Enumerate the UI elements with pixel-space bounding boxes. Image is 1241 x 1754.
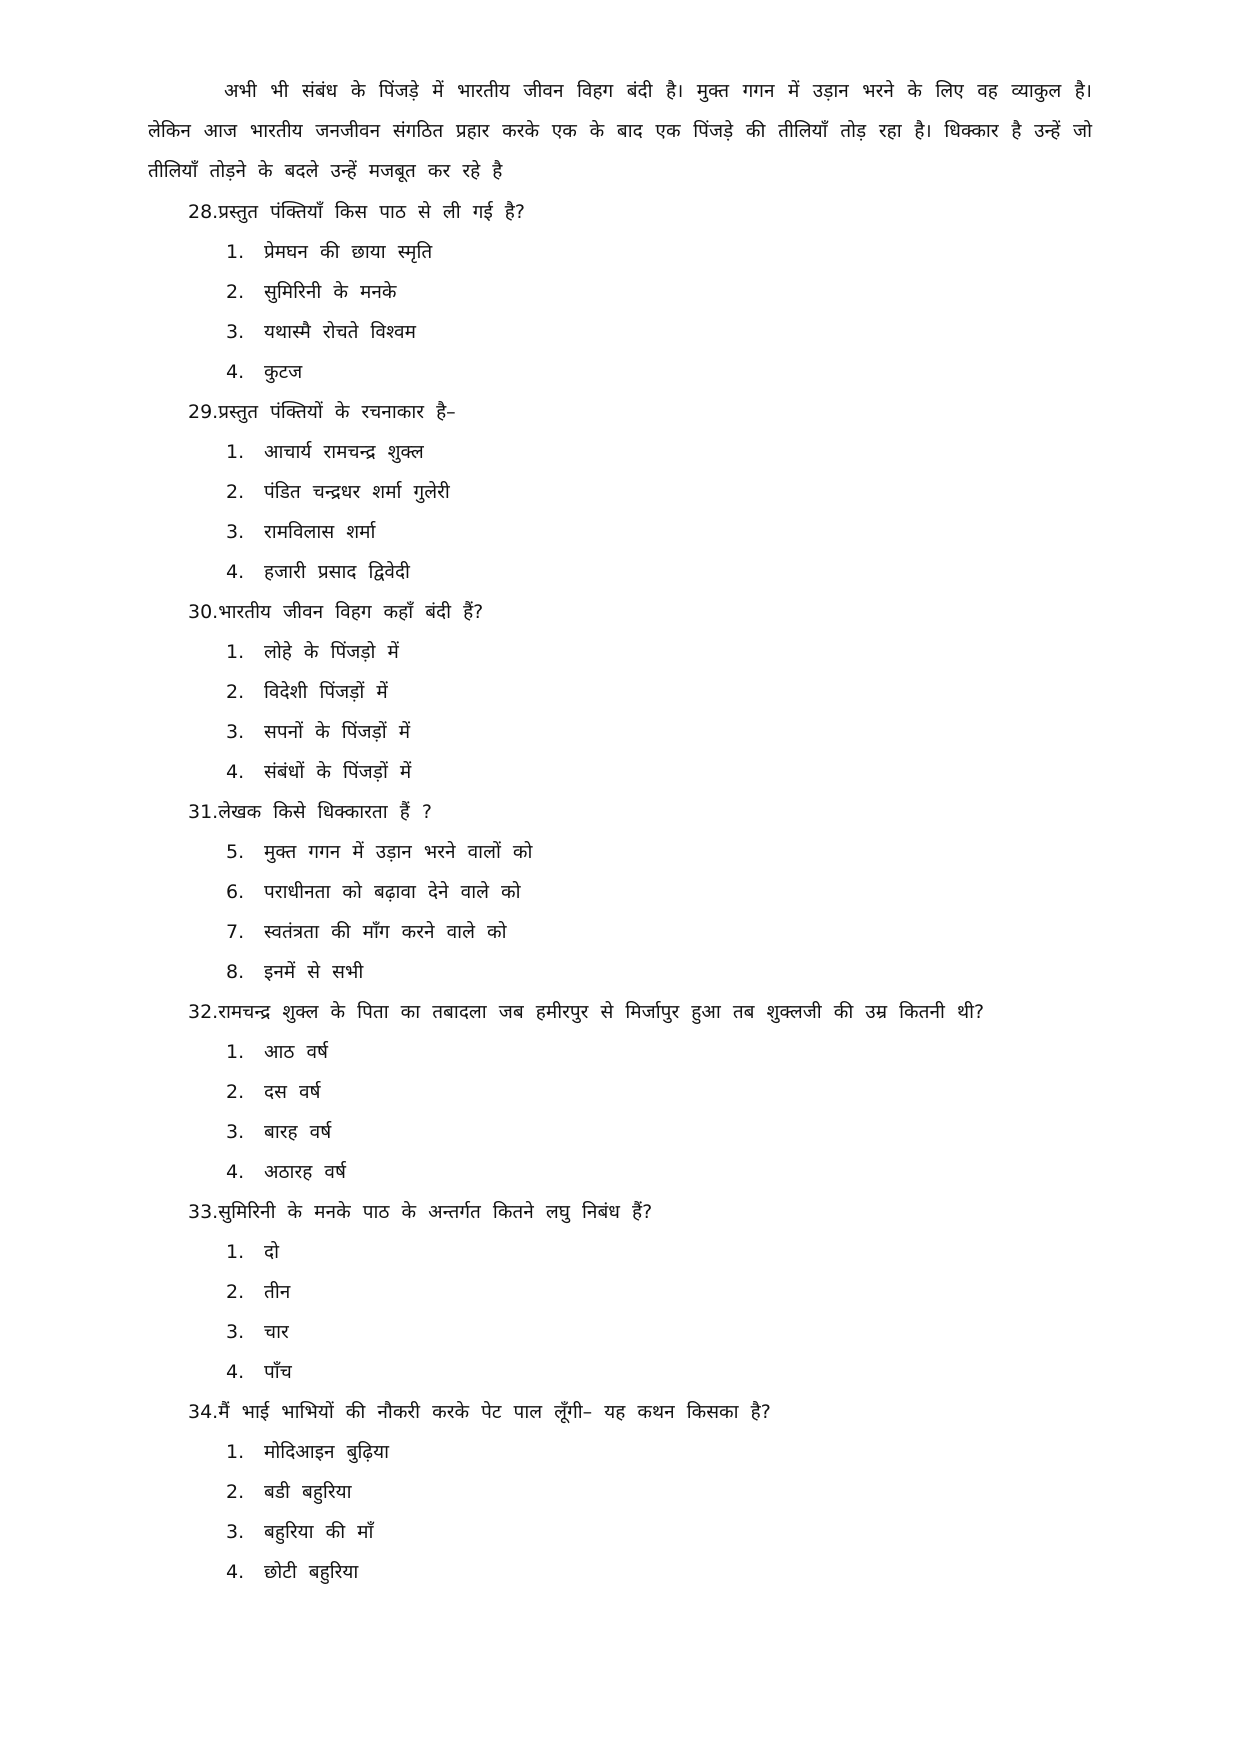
- option-text: स्वतंत्रता की माँग करने वाले को: [264, 921, 507, 943]
- question-text: सुमिरिनी के मनके पाठ के अन्तर्गत कितने लघु निबंध हैं?: [218, 1201, 653, 1223]
- option-item: [188, 832, 1118, 872]
- option-number: 1.: [226, 641, 245, 663]
- option-text: यथास्मै रोचते विश्वम: [264, 321, 416, 343]
- question-number: 33.: [188, 1201, 219, 1223]
- option-text: रामविलास शर्मा: [264, 521, 376, 543]
- option-text: पंडित चन्द्रधर शर्मा गुलेरी: [264, 481, 450, 503]
- question-title: [188, 992, 1118, 1032]
- option-item: [188, 1512, 1118, 1552]
- option-number: 1.: [226, 1441, 245, 1463]
- option-item: [188, 1552, 1118, 1592]
- option-number: 4.: [226, 561, 245, 583]
- option-number: 3.: [226, 321, 245, 343]
- option-item: [188, 1472, 1118, 1512]
- question-list: [188, 192, 1118, 1592]
- option-number: 7.: [226, 921, 245, 943]
- option-text: सुमिरिनी के मनके: [264, 281, 397, 303]
- option-number: 2.: [226, 681, 245, 703]
- option-item: [188, 872, 1118, 912]
- option-number: 4.: [226, 1161, 245, 1183]
- option-text: सपनों के पिंजड़ों में: [264, 721, 411, 743]
- option-number: 5.: [226, 841, 245, 863]
- question-title: [188, 592, 1118, 632]
- question-title: [188, 192, 1118, 232]
- question-28: [188, 192, 1118, 392]
- question-number: 32.: [188, 1001, 219, 1023]
- question-number: 29.: [188, 401, 219, 423]
- option-text: हजारी प्रसाद द्विवेदी: [264, 561, 410, 583]
- question-31: [188, 792, 1118, 992]
- option-text: संबंधों के पिंजड़ों में: [264, 761, 412, 783]
- option-number: 2.: [226, 1481, 245, 1503]
- option-number: 3.: [226, 521, 245, 543]
- question-29: [188, 392, 1118, 592]
- passage-text: अभी भी संबंध के पिंजड़े में भारतीय जीवन विहग बंदी है। मुक्त गगन में उड़ान भरने के लिए वह व्याकुल है। लेकिन आज भारतीय जनजीवन संगठित प्रहार करके एक के बाद एक पिंजड़े की तीलियाँ तोड़ रहा है। धिक्कार है उन्हें जो तीलियाँ तोड़ने के बदले उन्हें मजबूत कर रहे है: [148, 80, 1092, 182]
- option-number: 1.: [226, 1041, 245, 1063]
- question-number: 28.: [188, 201, 219, 223]
- option-text: बडी बहुरिया: [264, 1481, 352, 1503]
- option-number: 3.: [226, 1521, 245, 1543]
- option-number: 2.: [226, 481, 245, 503]
- option-number: 4.: [226, 1361, 245, 1383]
- option-item: [188, 512, 1118, 552]
- question-33: [188, 1192, 1118, 1392]
- option-text: लोहे के पिंजड़ो में: [264, 641, 399, 663]
- option-number: 1.: [226, 241, 245, 263]
- question-text: प्रस्तुत पंक्तियाँ किस पाठ से ली गई है?: [218, 201, 525, 223]
- option-text: अठारह वर्ष: [264, 1161, 346, 1183]
- option-item: [188, 912, 1118, 952]
- question-title: [188, 1192, 1118, 1232]
- option-item: [188, 352, 1118, 392]
- question-number: 30.: [188, 601, 219, 623]
- option-text: दो: [264, 1241, 280, 1263]
- option-text: मोदिआइन बुढ़िया: [264, 1441, 390, 1463]
- option-item: [188, 1072, 1118, 1112]
- question-number: 34.: [188, 1401, 219, 1423]
- question-text: भारतीय जीवन विहग कहाँ बंदी हैं?: [218, 601, 484, 623]
- question-text: लेखक किसे धिक्कारता हैं ?: [218, 801, 432, 823]
- option-item: [188, 1232, 1118, 1272]
- option-text: कुटज: [264, 361, 303, 383]
- option-number: 6.: [226, 881, 245, 903]
- option-item: [188, 672, 1118, 712]
- option-number: 1.: [226, 1241, 245, 1263]
- option-number: 2.: [226, 281, 245, 303]
- option-number: 2.: [226, 1281, 245, 1303]
- option-number: 2.: [226, 1081, 245, 1103]
- option-text: प्रेमघन की छाया स्मृति: [264, 241, 433, 263]
- option-text: आठ वर्ष: [264, 1041, 329, 1063]
- option-number: 3.: [226, 1321, 245, 1343]
- option-text: पाँच: [264, 1361, 292, 1383]
- option-text: तीन: [264, 1281, 291, 1303]
- option-text: चार: [264, 1321, 289, 1343]
- option-item: [188, 1112, 1118, 1152]
- option-item: [188, 432, 1118, 472]
- option-text: मुक्त गगन में उड़ान भरने वालों को: [264, 841, 533, 863]
- question-number: 31.: [188, 801, 219, 823]
- option-item: [188, 632, 1118, 672]
- question-text: प्रस्तुत पंक्तियों के रचनाकार है–: [218, 401, 456, 423]
- option-number: 3.: [226, 721, 245, 743]
- option-item: [188, 472, 1118, 512]
- option-item: [188, 552, 1118, 592]
- option-number: 8.: [226, 961, 245, 983]
- option-number: 1.: [226, 441, 245, 463]
- option-number: 4.: [226, 361, 245, 383]
- option-item: [188, 1312, 1118, 1352]
- option-number: 4.: [226, 1561, 245, 1583]
- option-text: बारह वर्ष: [264, 1121, 332, 1143]
- option-text: विदेशी पिंजड़ों में: [264, 681, 388, 703]
- question-34: [188, 1392, 1118, 1592]
- question-title: [188, 792, 1118, 832]
- option-item: [188, 952, 1118, 992]
- question-text: मैं भाई भाभियों की नौकरी करके पेट पाल लूँगी– यह कथन किसका है?: [218, 1401, 771, 1423]
- question-text: रामचन्द्र शुक्ल के पिता का तबादला जब हमीरपुर से मिर्जापुर हुआ तब शुक्लजी की उम्र कितनी थी?: [218, 1001, 985, 1023]
- question-title: [188, 392, 1118, 432]
- question-30: [188, 592, 1118, 792]
- option-item: [188, 1432, 1118, 1472]
- option-number: 4.: [226, 761, 245, 783]
- option-item: [188, 752, 1118, 792]
- option-text: आचार्य रामचन्द्र शुक्ल: [264, 441, 424, 463]
- passage-paragraph: [148, 71, 1092, 191]
- option-text: दस वर्ष: [264, 1081, 321, 1103]
- question-title: [188, 1392, 1118, 1432]
- option-number: 3.: [226, 1121, 245, 1143]
- option-item: [188, 1152, 1118, 1192]
- option-item: [188, 1272, 1118, 1312]
- option-text: पराधीनता को बढ़ावा देने वाले को: [264, 881, 521, 903]
- option-item: [188, 1032, 1118, 1072]
- option-item: [188, 1352, 1118, 1392]
- option-text: छोटी बहुरिया: [264, 1561, 359, 1583]
- option-item: [188, 312, 1118, 352]
- option-text: बहुरिया की माँ: [264, 1521, 374, 1543]
- option-item: [188, 272, 1118, 312]
- option-item: [188, 232, 1118, 272]
- option-text: इनमें से सभी: [264, 961, 364, 983]
- question-32: [188, 992, 1118, 1192]
- option-item: [188, 712, 1118, 752]
